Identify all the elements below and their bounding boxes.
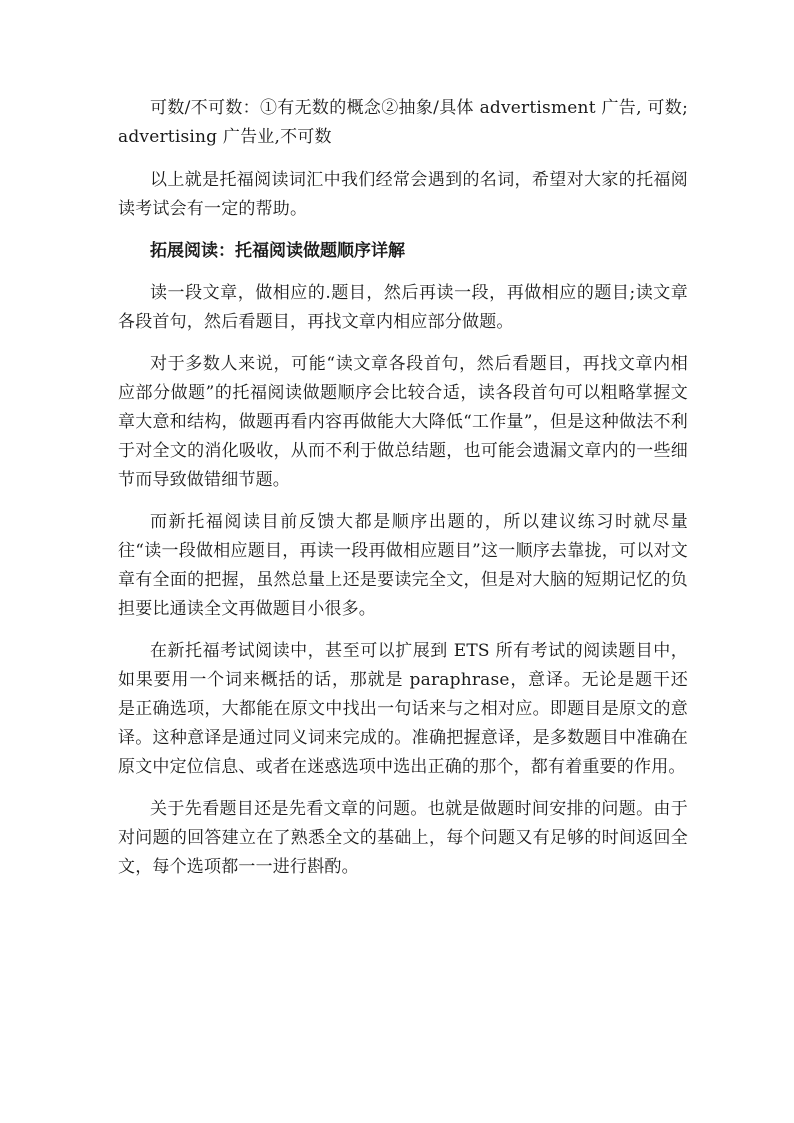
paragraph-reading-order: 读一段文章，做相应的.题目，然后再读一段，再做相应的题目;读文章各段首句，然后看题目，再找文章内相应部分做题。 — [118, 283, 688, 332]
paragraph-sequential-questions: 而新托福阅读目前反馈大都是顺序出题的，所以建议练习时就尽量往“读一段做相应题目，再读一段再做相应题目”这一顺序去靠拢，可以对文章有全面的把握，虽然总量上还是要读完全文，但是对大脑的短期记忆的负担要比通读全文再做题目小很多。 — [118, 512, 688, 619]
paragraph-time-arrangement: 关于先看题目还是先看文章的问题。也就是做题时间安排的问题。由于对问题的回答建立在了熟悉全文的基础上，每个问题又有足够的时间返回全文，每个选项都一一进行斟酌。 — [118, 799, 688, 877]
paragraph-summary: 以上就是托福阅读词汇中我们经常会遇到的名词，希望对大家的托福阅读考试会有一定的帮助。 — [118, 170, 688, 219]
paragraph-first-sentence-method: 对于多数人来说，可能“读文章各段首句，然后看题目，再找文章内相应部分做题”的托福阅读做题顺序会比较合适，读各段首句可以粗略掌握文章大意和结构，做题再看内容再做能大大降低“工作量”，但是这种做法不利于对全文的消化吸收，从而不利于做总结题，也可能会遗漏文章内的一些细节而导致做错细节题。 — [118, 354, 688, 490]
paragraph-paraphrase: 在新托福考试阅读中，甚至可以扩展到 ETS 所有考试的阅读题目中，如果要用一个词来概括的话，那就是 paraphrase，意译。无论是题干还是正确选项，大都能在原文中找出一句话来与之相对应。即题目是原文的意译。这种意译是通过同义词来完成的。准确把握意译，是多数题目中准确在原文中定位信息、或者在迷惑选项中选出正确的那个，都有着重要的作用。 — [118, 641, 688, 777]
document-body — [118, 94, 688, 895]
paragraph-countable-nouns: 可数/不可数：①有无数的概念②抽象/具体 advertisment 广告, 可数;advertising 广告业,不可数 — [118, 98, 688, 147]
section-heading: 拓展阅读：托福阅读做题顺序详解 — [150, 241, 405, 261]
